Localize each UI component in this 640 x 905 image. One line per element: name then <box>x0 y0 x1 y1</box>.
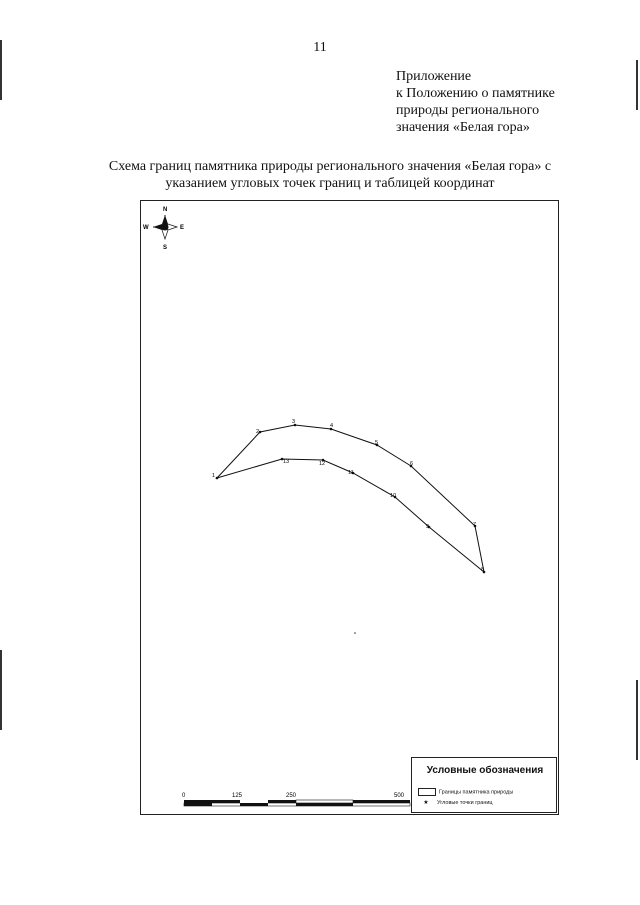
scheme-title <box>100 158 560 192</box>
scan-edge-mark <box>0 40 2 100</box>
compass-s: S <box>163 245 168 251</box>
corner-point-label: 10 <box>390 493 397 499</box>
legend-row-points <box>418 799 493 806</box>
corner-point-label: 9 <box>426 524 430 530</box>
appendix-line: к Положению о памятнике <box>396 86 555 101</box>
appendix-header <box>396 68 616 136</box>
boundary-map <box>140 200 559 815</box>
corner-point-label: 12 <box>319 461 326 467</box>
compass-e: E <box>180 225 185 231</box>
corner-point-label: 2 <box>256 429 260 435</box>
corner-point-label: 1 <box>212 473 216 479</box>
map-speck <box>354 632 356 634</box>
corner-point-label: 5 <box>375 440 379 446</box>
legend-row-boundary <box>418 788 513 796</box>
corner-point-label: 6 <box>410 461 414 467</box>
corner-point-label: 3 <box>292 419 296 425</box>
corner-point-label: 11 <box>348 470 354 476</box>
scan-edge-mark <box>0 650 2 730</box>
boundary-swatch-icon <box>418 788 436 796</box>
compass-w: W <box>143 225 149 231</box>
legend-points-label: Угловые точки границ <box>437 799 493 806</box>
page-number: 11 <box>313 40 327 55</box>
corner-point-label: 8 <box>481 567 485 573</box>
scale-tick-500: 500 <box>394 793 405 799</box>
scheme-title-line: Схема границ памятника природы регионального значения «Белая гора» с <box>108 159 552 174</box>
appendix-line: природы регионального <box>396 103 540 118</box>
compass-n: N <box>163 207 168 213</box>
corner-point <box>259 431 262 434</box>
scale-tick-250: 250 <box>286 793 297 799</box>
point-marker-icon: ★ <box>423 800 429 806</box>
corner-point <box>216 477 219 480</box>
monument-boundary <box>217 425 484 572</box>
scale-tick-125: 125 <box>232 793 243 799</box>
corner-point-label: 13 <box>283 459 290 465</box>
corner-points <box>212 419 485 573</box>
scale-tick-0: 0 <box>182 793 186 799</box>
scan-edge-mark <box>636 60 638 110</box>
appendix-line: значения «Белая гора» <box>396 120 530 135</box>
legend-title: Условные обозначения <box>426 765 544 776</box>
appendix-line: Приложение <box>396 69 472 84</box>
scheme-title-line: указанием угловых точек границ и таблицей координат <box>165 176 495 191</box>
corner-point-label: 4 <box>330 423 334 429</box>
compass-rose-icon <box>143 207 184 251</box>
legend-boundary-label: Границы памятника природы <box>439 789 514 796</box>
map-legend <box>411 757 557 813</box>
corner-point-label: 7 <box>473 522 477 528</box>
scan-edge-mark <box>636 680 638 760</box>
scale-bar <box>182 793 416 808</box>
